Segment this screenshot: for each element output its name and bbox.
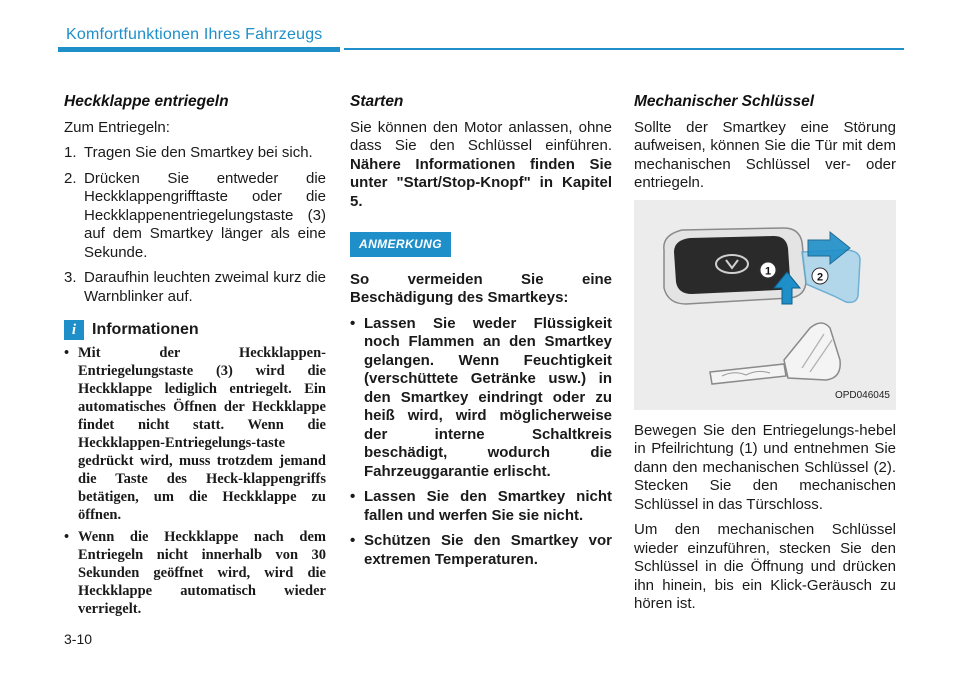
- list-item: [64, 344, 326, 524]
- warn-bullet-text: Schützen Sie den Smartkey vor extremen Temperaturen.: [364, 532, 612, 568]
- page-number: 3-10: [64, 631, 93, 647]
- note-badge: ANMERKUNG: [350, 232, 451, 257]
- bullet-dot: •: [350, 314, 356, 332]
- mech-para-3: Um den mechanischen Schlüssel wieder einzuführen, stecken Sie den Schlüssel in die Öffnung und drücken ihn hinein, bis ein Klick-Geräusch zu hören ist.: [634, 521, 896, 612]
- step-number: 2.: [64, 169, 77, 187]
- bullet-dot: •: [64, 529, 70, 545]
- list-item: [64, 528, 326, 618]
- bullet-dot: •: [350, 488, 356, 505]
- list-item: [350, 532, 612, 569]
- step-number: 3.: [64, 269, 77, 286]
- heading-heckklappe: Heckklappe entriegeln: [64, 93, 229, 110]
- label-2: 2: [816, 271, 824, 283]
- step-text: Daraufhin leuchten zweimal kurz die Warnblinker auf.: [84, 269, 326, 305]
- starten-plain: Sie können den Motor anlassen, ohne dass Sie den Schlüssel einführen.: [350, 118, 612, 154]
- bullet-dot: •: [64, 345, 70, 361]
- step-item: [64, 269, 326, 306]
- mech-intro: Sollte der Smartkey eine Störung aufweisen, können Sie die Tür mit dem mechanischen Schlüssel ver- oder entriegeln.: [634, 118, 896, 191]
- header-rule: [344, 48, 904, 50]
- starten-bold: Nähere Informationen finden Sie unter "Start/Stop-Knopf" in Kapitel 5.: [350, 155, 612, 210]
- heading-starten: Starten: [350, 93, 404, 110]
- smartkey-figure-svg: [634, 200, 896, 410]
- info-icon: i: [64, 320, 84, 340]
- step-text: Tragen Sie den Smartkey bei sich.: [84, 144, 313, 161]
- column-middle: [350, 93, 612, 576]
- mech-para-2: Bewegen Sie den Entriegelungs-hebel in Pfeilrichtung (1) und entnehmen Sie dann den mechanischen Schlüssel (2). Stecken Sie den mechanischen Schlüssel in das Türschloss.: [634, 421, 896, 513]
- warn-bullet-text: Lassen Sie weder Flüssigkeit noch Flammen an den Smartkey gelangen. Wenn Feuchtigkeit (verschüttete Getränke usw.) in den Smartkey eindringt oder zu heiß wird, wird möglicherweise der interne Schaltkreis beschädigt, wodurch die Fahrzeuggarantie erlischt.: [364, 314, 612, 480]
- figure-caption: OPD046045: [834, 390, 890, 401]
- step-item: [64, 144, 326, 163]
- list-item: [350, 315, 612, 482]
- column-left: [64, 93, 326, 622]
- starten-text: [350, 119, 612, 212]
- step-number: 1.: [64, 144, 77, 161]
- section-title: Komfortfunktionen Ihres Fahrzeugs: [66, 26, 323, 43]
- warn-bullet-text: Lassen Sie den Smartkey nicht fallen und werfen Sie sie nicht.: [364, 488, 612, 524]
- info-bullet-text: Mit der Heckklappen-Entriegelungstaste (3) wird die Heckklappe lediglich entriegelt. Ein automatisches Öffnen der Heckklappe findet nicht statt. Wenn die Heckklappen-Entriegelungs-taste gedrückt wird, muss trotzdem jemand die Taste des Heck-klappengriffs betätigen, um die Heckklappe zu öffnen.: [78, 345, 326, 523]
- bullet-dot: •: [350, 532, 356, 549]
- header-accent-bar: [58, 47, 340, 52]
- intro-text: Zum Entriegeln:: [64, 118, 170, 136]
- heading-mechanischer-schluessel: Mechanischer Schlüssel: [634, 93, 815, 110]
- warn-list: [350, 315, 612, 570]
- column-right: [634, 93, 896, 621]
- list-item: [350, 488, 612, 525]
- warn-intro: So vermeiden Sie eine Beschädigung des Smartkeys:: [350, 270, 612, 306]
- info-bullet-text: Wenn die Heckklappe nach dem Entriegeln nicht innerhalb von 30 Sekunden geöffnet wird, wird die Heckklappe automatisch wieder verriegelt.: [78, 529, 326, 617]
- info-header: [64, 320, 326, 340]
- step-item: [64, 170, 326, 263]
- step-text: Drücken Sie entweder die Heckklappengrifftaste oder die Heckklappenentriegelungstaste (3) auf dem Smartkey länger als eine Sekunde.: [84, 169, 326, 261]
- label-1: 1: [764, 265, 772, 277]
- info-list: [64, 344, 326, 618]
- info-title: Informationen: [92, 320, 199, 338]
- smartkey-illustration: [634, 200, 896, 410]
